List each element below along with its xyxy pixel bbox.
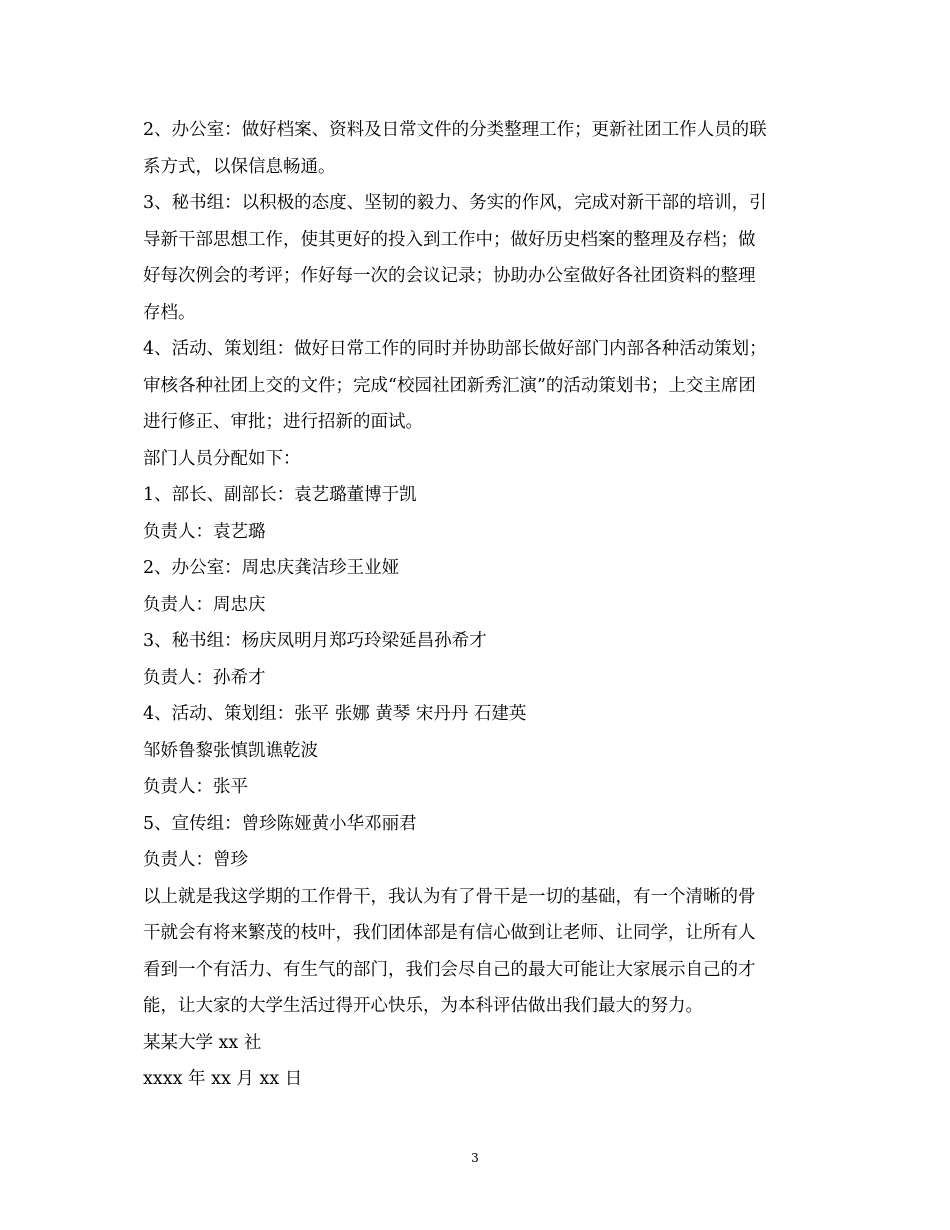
text-line: 存档。 <box>143 302 196 323</box>
page-number: 3 <box>471 1151 479 1165</box>
paragraph <box>143 587 811 624</box>
paragraph <box>143 733 811 770</box>
text-line: 好每次例会的考评；作好每一次的会议记录；协助办公室做好各社团资料的整理 <box>143 266 756 286</box>
paragraph <box>143 879 811 1025</box>
paragraph <box>143 696 811 733</box>
text-line: 负责人：袁艺璐 <box>143 521 266 542</box>
paragraph <box>143 550 811 587</box>
paragraph <box>143 660 811 697</box>
text-line: 邹娇鲁黎张慎凯谯乾波 <box>143 740 318 761</box>
text-line: 2、办公室：做好档案、资料及日常文件的分类整理工作；更新社团工作人员的联 <box>143 120 767 140</box>
document-body <box>143 112 811 1098</box>
paragraph <box>143 112 811 185</box>
text-line: 干就会有将来繁茂的枝叶，我们团体部是有信心做到让老师、让同学，让所有人 <box>143 923 756 943</box>
paragraph <box>143 185 811 331</box>
text-line: 负责人：曾珍 <box>143 850 248 870</box>
paragraph <box>143 1061 811 1098</box>
text-line: 1、部长、副部长：袁艺璐董博于凯 <box>143 485 417 505</box>
text-line: 部门人员分配如下： <box>143 448 301 469</box>
text-line: 3、秘书组：杨庆凤明月郑巧玲梁延昌孙希才 <box>143 631 487 651</box>
text-line: 4、活动、策划组：做好日常工作的同时并协助部长做好部门内部各种活动策划； <box>143 339 767 359</box>
text-line: 看到一个有活力、有生气的部门，我们会尽自己的最大可能让大家展示自己的才 <box>143 959 756 980</box>
text-line: 4、活动、策划组：张平 张娜 黄琴 宋丹丹 石建英 <box>143 704 527 724</box>
paragraph <box>143 806 811 843</box>
text-line: 进行修正、审批；进行招新的面试。 <box>143 412 423 432</box>
paragraph <box>143 514 811 551</box>
paragraph <box>143 477 811 514</box>
text-line: 审核各种社团上交的文件；完成“校园社团新秀汇演”的活动策划书；上交主席团 <box>143 375 756 396</box>
text-line: 导新干部思想工作，使其更好的投入到工作中；做好历史档案的整理及存档；做 <box>143 229 756 250</box>
text-line: 以上就是我这学期的工作骨干，我认为有了骨干是一切的基础，有一个清晰的骨 <box>143 886 756 907</box>
paragraph <box>143 441 811 478</box>
text-line: xxxx 年 xx 月 xx 日 <box>143 1069 303 1089</box>
text-line: 负责人：周忠庆 <box>143 594 266 615</box>
text-line: 2、办公室：周忠庆龚洁珍王业娅 <box>143 558 400 578</box>
text-line: 能，让大家的大学生活过得开心快乐，为本科评估做出我们最大的努力。 <box>143 996 703 1016</box>
paragraph <box>143 769 811 806</box>
text-line: 系方式，以保信息畅通。 <box>143 156 336 177</box>
paragraph <box>143 1025 811 1062</box>
paragraph <box>143 331 811 441</box>
text-line: 负责人：张平 <box>143 777 248 797</box>
text-line: 负责人：孙希才 <box>143 667 266 688</box>
text-line: 某某大学 xx 社 <box>143 1032 262 1053</box>
paragraph <box>143 623 811 660</box>
text-line: 5、宣传组：曾珍陈娅黄小华邓丽君 <box>143 813 417 834</box>
text-line: 3、秘书组：以积极的态度、坚韧的毅力、务实的作风，完成对新干部的培训，引 <box>143 193 767 213</box>
paragraph <box>143 842 811 879</box>
